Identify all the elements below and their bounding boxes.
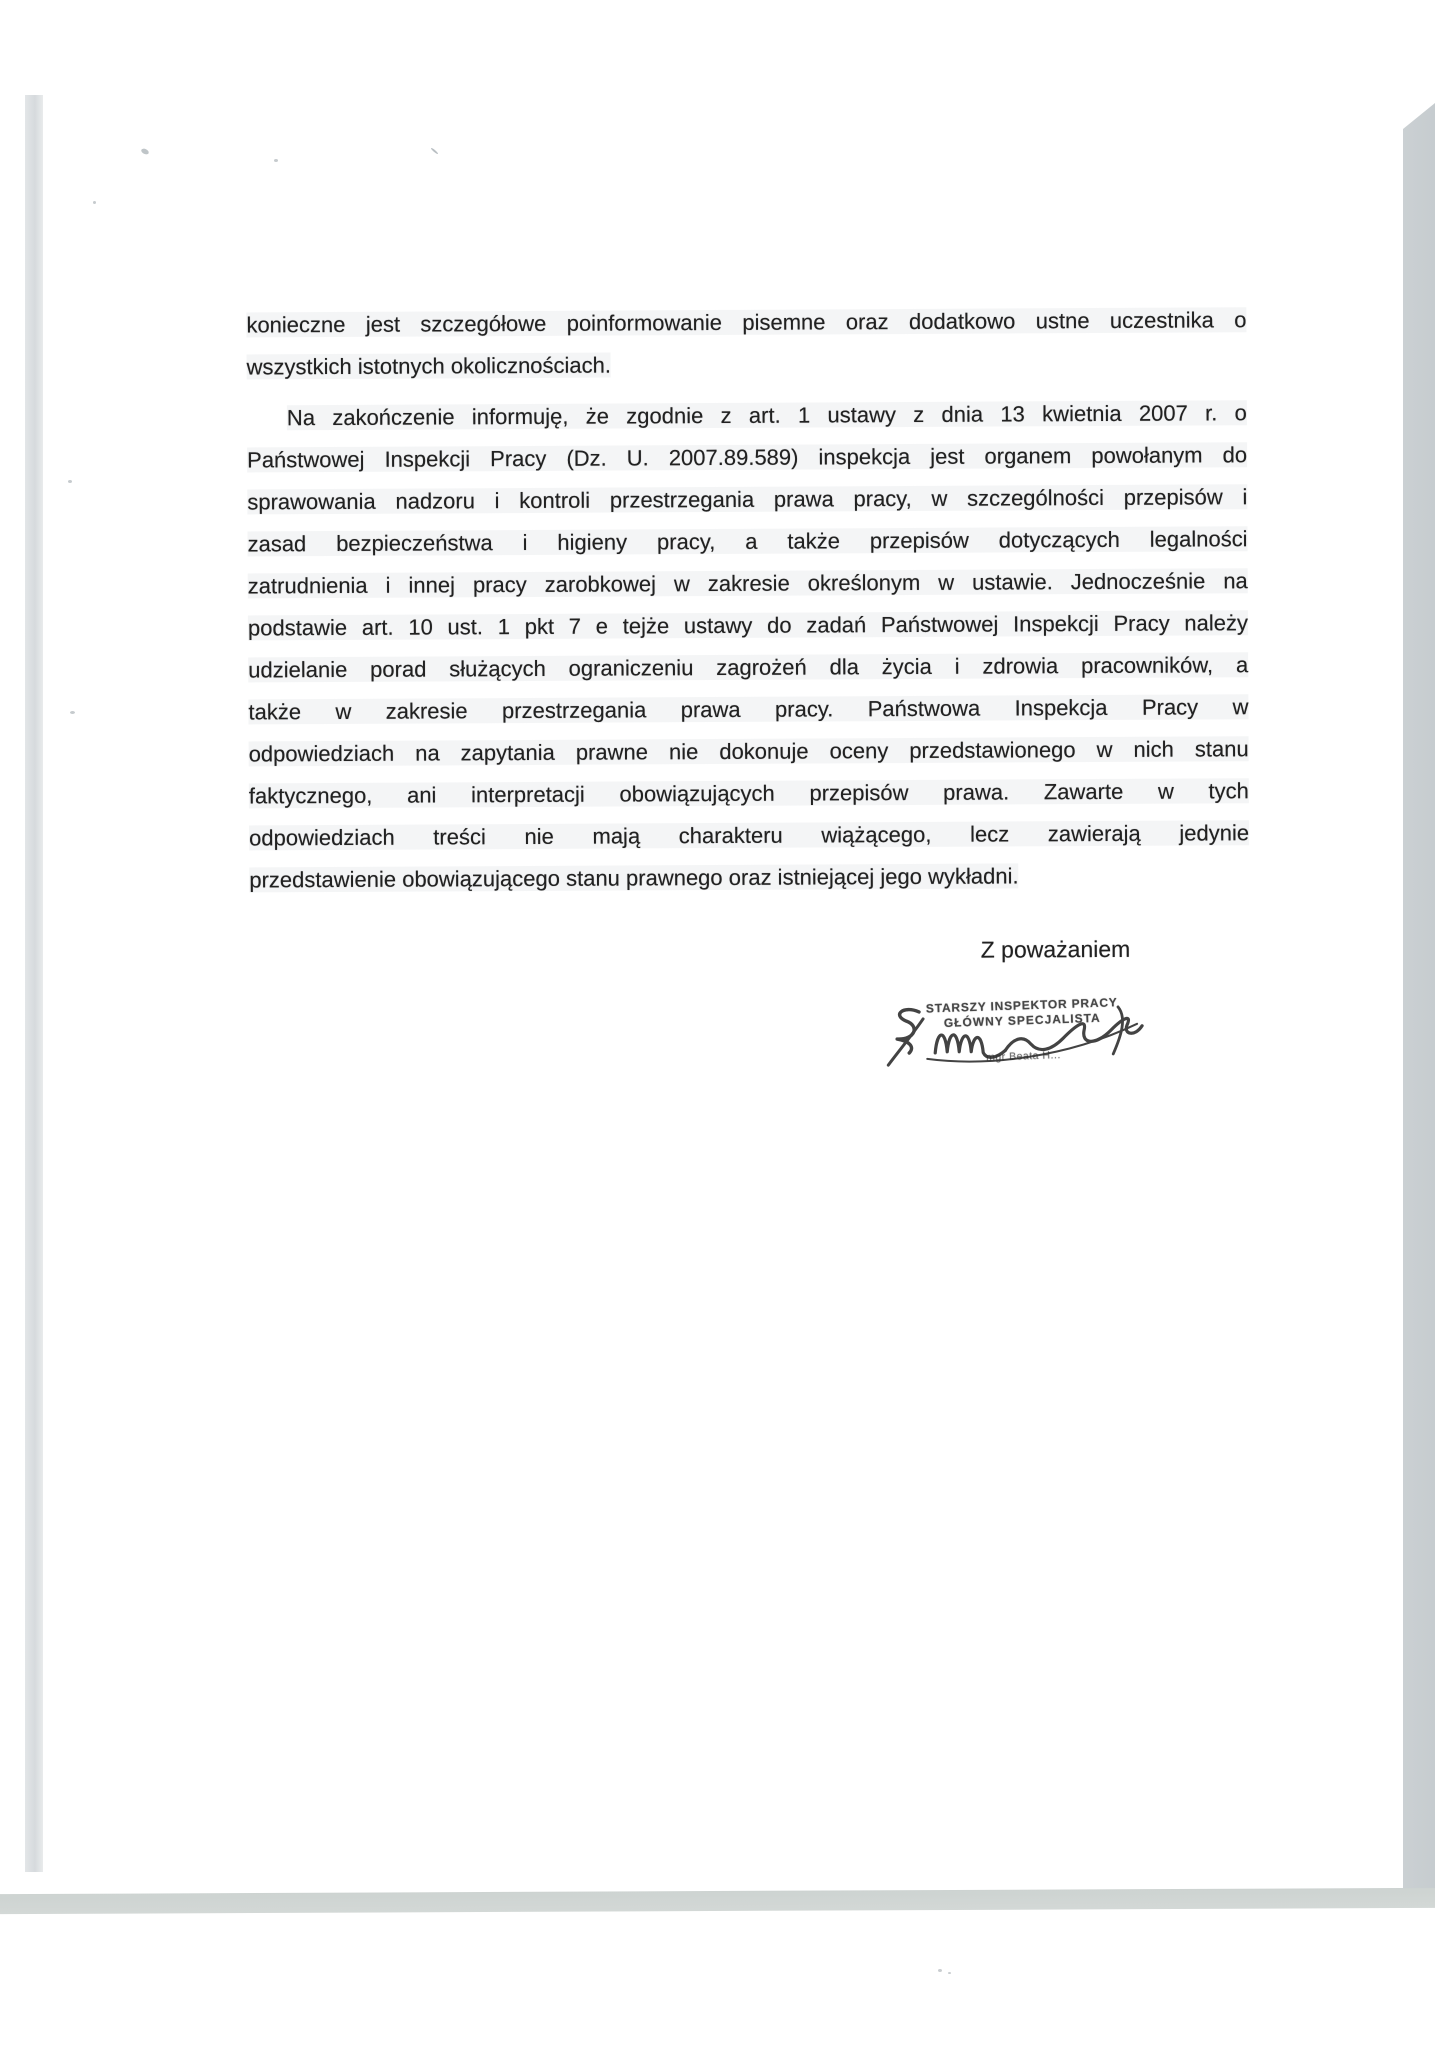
document-line-text: zatrudnienia i innej pracy zarobkowej w zakresie określonym w ustawie. Jednocześnie na [247,568,1248,599]
document-line-text: podstawie art. 10 ust. 1 pkt 7 e tejże ustawy do zadań Państwowej Inspekcji Pracy należy [247,610,1249,641]
document-line [247,341,1247,388]
document-line [247,434,1247,481]
letter-body [246,299,1249,901]
document-line-text: także w zakresie przestrzegania prawa pracy. Państwowa Inspekcja Pracy w [248,694,1249,725]
document-line [248,560,1248,607]
document-line-text: przedstawienie obowiązującego stanu prawnego oraz istniejącej jego wykładni. [249,863,1019,893]
document-line-text: udzielanie porad służących ograniczeniu zagrożeń dla życia i zdrowia pracowników, a [248,652,1249,683]
document-line-text: sprawowania nadzoru i kontroli przestrzegania prawa pracy, w szczególności przepisów i [247,484,1248,515]
document-line [249,812,1249,859]
document-line-text: Państwowej Inspekcji Pracy (Dz. U. 2007.89.589) inspekcja jest organem powołanym do [247,442,1248,473]
paragraph-2 [247,392,1250,901]
document-line [248,644,1248,691]
document-line [246,299,1246,346]
stamp-role-line: GŁÓWNY SPECJALISTA [943,1010,1101,1031]
document-line [248,686,1248,733]
document-line-text: zasad bezpieczeństwa i higieny pracy, a także przepisów dotyczących legalności [247,526,1248,557]
document-line-text: konieczne jest szczegółowe poinformowanie pisemne oraz dodatkowo ustne uczestnika o [246,307,1247,338]
signature-block [889,990,1155,1077]
stamp-title-line: STARSZY INSPEKTOR PRACY [925,995,1118,1016]
document-line [248,602,1248,649]
document-line [247,392,1247,439]
document-line [249,854,1249,901]
document-line-text: wszystkich istotnych okolicznościach. [246,352,612,380]
closing-salutation: Z poważaniem [980,935,1131,963]
document-line [247,518,1247,565]
document-line [249,770,1249,817]
stamp-name-line: mgr Beata H... [985,1049,1061,1064]
handwritten-signature-icon [885,994,1155,1079]
document-line-text: faktycznego, ani interpretacji obowiązujących przepisów prawa. Zawarte w tych [248,778,1249,809]
document-line-text: Na zakończenie informuję, że zgodnie z art. 1 ustawy z dnia 13 kwietnia 2007 r. o [286,400,1247,431]
paragraph-1 [246,299,1246,388]
document-line [247,476,1247,523]
document-line-text: odpowiedziach na zapytania prawne nie dokonuje oceny przedstawionego w nich stanu [248,736,1249,767]
document-line [249,728,1249,775]
document-line-text: odpowiedziach treści nie mają charakteru wiążącego, lecz zawierają jedynie [249,820,1250,851]
